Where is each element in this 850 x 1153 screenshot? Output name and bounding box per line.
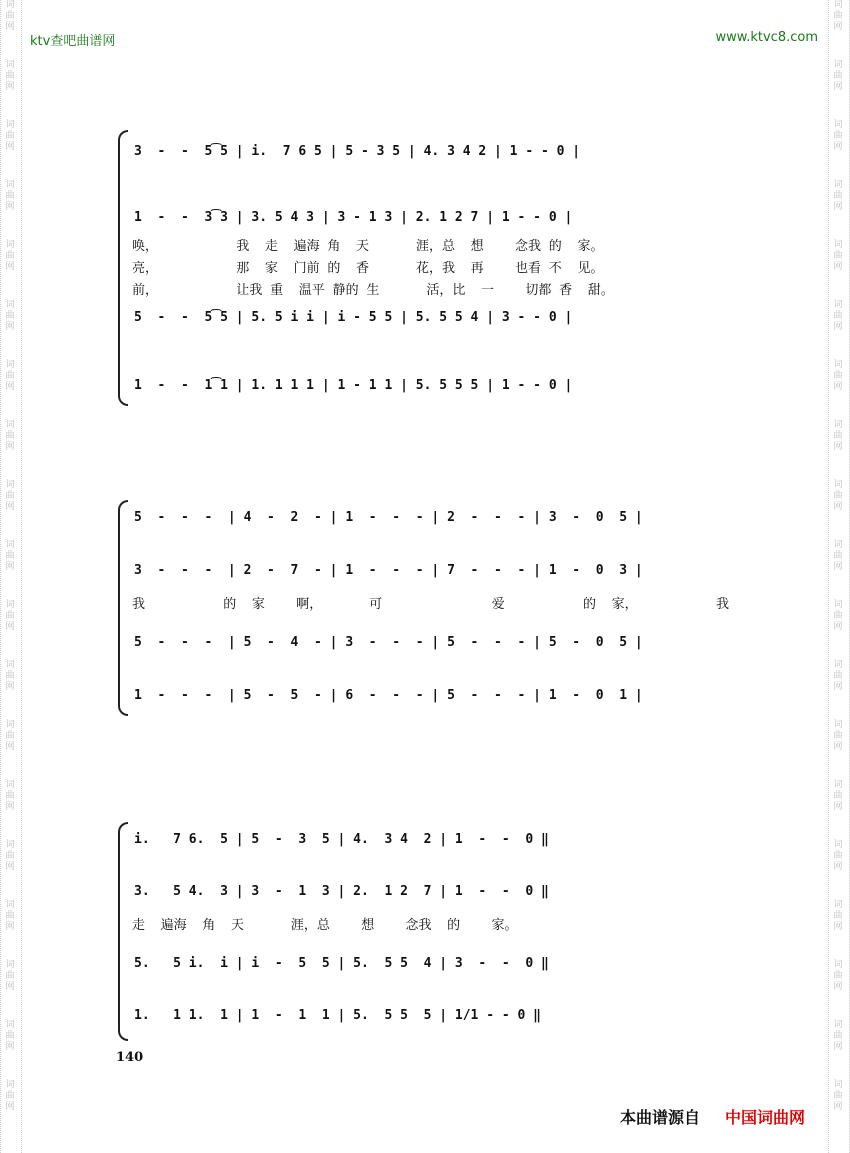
system-brace xyxy=(118,822,128,1041)
watermark-glyph: 网 xyxy=(833,22,843,32)
watermark-glyph: 词 xyxy=(833,1080,843,1090)
watermark-glyph: 网 xyxy=(5,862,15,872)
score-system-2 xyxy=(118,500,750,715)
site-brand[interactable]: ktv查吧曲谱网 xyxy=(30,34,116,49)
watermark-glyph: 曲 xyxy=(833,911,843,921)
watermark-glyph: 词 xyxy=(5,1080,15,1090)
watermark-glyph: 曲 xyxy=(5,791,15,801)
watermark-glyph: 网 xyxy=(833,382,843,392)
watermark-glyph: 词 xyxy=(5,300,15,310)
system-brace xyxy=(118,130,128,406)
watermark-glyph: 曲 xyxy=(5,491,15,501)
watermark-glyph: 网 xyxy=(5,742,15,752)
watermark-glyph: 词 xyxy=(833,420,843,430)
watermark-glyph: 词 xyxy=(833,480,843,490)
watermark-glyph: 词 xyxy=(5,840,15,850)
watermark-glyph: 曲 xyxy=(5,71,15,81)
watermark-glyph: 网 xyxy=(5,922,15,932)
watermark-glyph: 网 xyxy=(833,622,843,632)
staff-line: i. 7 6. 5 | 5 - 3 5 | 4. 3 4 2 | 1 - - 0 ‖ xyxy=(134,832,549,847)
watermark-glyph: 词 xyxy=(5,900,15,910)
watermark-glyph: 词 xyxy=(5,720,15,730)
watermark-glyph: 网 xyxy=(833,742,843,752)
watermark-glyph: 曲 xyxy=(5,371,15,381)
staff-line: 1 - - 3͡3 | 3. 5 4 3 | 3 - 1 3 | 2. 1 2 7 | 1 - - 0 | xyxy=(134,210,573,225)
watermark-glyph: 词 xyxy=(5,780,15,790)
watermark-glyph: 词 xyxy=(833,360,843,370)
staff-line: 3 - - 5͡5 | i. 7 6 5 | 5 - 3 5 | 4. 3 4 2 | 1 - - 0 | xyxy=(134,144,581,159)
watermark-glyph: 网 xyxy=(833,502,843,512)
watermark-glyph: 词 xyxy=(833,780,843,790)
watermark-glyph: 曲 xyxy=(5,851,15,861)
watermark-glyph: 词 xyxy=(833,60,843,70)
staff-line: 1. 1 1. 1 | 1 - 1 1 | 5. 5 5 5 | 1/1 - - 0 ‖ xyxy=(134,1008,541,1023)
watermark-glyph: 网 xyxy=(5,1102,15,1112)
watermark-glyph: 网 xyxy=(833,862,843,872)
watermark-glyph: 曲 xyxy=(833,431,843,441)
right-margin-watermark xyxy=(828,0,850,1153)
watermark-glyph: 词 xyxy=(833,720,843,730)
watermark-glyph: 网 xyxy=(5,262,15,272)
watermark-glyph: 曲 xyxy=(5,671,15,681)
site-url[interactable]: www.ktvc8.com xyxy=(715,30,818,45)
watermark-glyph: 词 xyxy=(5,0,15,10)
staff-line: 3 - - - | 2 - 7 - | 1 - - - | 7 - - - | 1 - 0 3 | xyxy=(134,563,643,578)
watermark-glyph: 网 xyxy=(833,802,843,812)
watermark-glyph: 词 xyxy=(5,60,15,70)
watermark-glyph: 词 xyxy=(833,120,843,130)
watermark-glyph: 曲 xyxy=(5,131,15,141)
watermark-glyph: 网 xyxy=(5,982,15,992)
watermark-glyph: 网 xyxy=(5,382,15,392)
watermark-glyph: 词 xyxy=(833,600,843,610)
watermark-glyph: 曲 xyxy=(833,71,843,81)
watermark-glyph: 词 xyxy=(833,960,843,970)
watermark-glyph: 词 xyxy=(5,240,15,250)
watermark-glyph: 网 xyxy=(833,82,843,92)
watermark-glyph: 曲 xyxy=(833,11,843,21)
watermark-glyph: 网 xyxy=(833,1042,843,1052)
watermark-glyph: 词 xyxy=(833,180,843,190)
watermark-glyph: 曲 xyxy=(5,731,15,741)
watermark-glyph: 曲 xyxy=(5,971,15,981)
watermark-glyph: 词 xyxy=(833,0,843,10)
watermark-glyph: 网 xyxy=(833,202,843,212)
watermark-glyph: 词 xyxy=(5,180,15,190)
watermark-glyph: 词 xyxy=(5,360,15,370)
watermark-glyph: 词 xyxy=(5,420,15,430)
watermark-glyph: 曲 xyxy=(5,11,15,21)
watermark-glyph: 网 xyxy=(833,142,843,152)
watermark-glyph: 词 xyxy=(5,660,15,670)
watermark-glyph: 网 xyxy=(833,982,843,992)
watermark-glyph: 曲 xyxy=(5,431,15,441)
watermark-glyph: 词 xyxy=(5,120,15,130)
watermark-glyph: 词 xyxy=(5,1020,15,1030)
watermark-glyph: 词 xyxy=(5,540,15,550)
watermark-glyph: 词 xyxy=(833,540,843,550)
watermark-glyph: 曲 xyxy=(833,371,843,381)
watermark-glyph: 曲 xyxy=(5,611,15,621)
staff-line: 5 - - 5͡5 | 5. 5 i i | i - 5 5 | 5. 5 5 4 | 3 - - 0 | xyxy=(134,310,573,325)
watermark-glyph: 网 xyxy=(5,142,15,152)
watermark-glyph: 曲 xyxy=(5,1031,15,1041)
score-system-3 xyxy=(118,822,750,1040)
watermark-glyph: 网 xyxy=(5,22,15,32)
lyric-line: 唤， 我 走 遍海 角 天 涯，总 想 念我 的 家。 xyxy=(132,239,604,254)
watermark-glyph: 网 xyxy=(5,562,15,572)
footer-source-label: 本曲谱源自 xyxy=(620,1108,701,1127)
footer-source-site[interactable]: 中国词曲网 xyxy=(725,1108,806,1127)
left-margin-watermark xyxy=(0,0,22,1153)
watermark-glyph: 词 xyxy=(833,240,843,250)
watermark-glyph: 网 xyxy=(833,1102,843,1112)
watermark-glyph: 曲 xyxy=(833,671,843,681)
watermark-glyph: 曲 xyxy=(833,191,843,201)
lyric-line: 亮， 那 家 门前 的 香 花，我 再 也看 不 见。 xyxy=(132,261,604,276)
watermark-glyph: 词 xyxy=(5,480,15,490)
watermark-glyph: 词 xyxy=(833,1020,843,1030)
watermark-glyph: 网 xyxy=(5,502,15,512)
watermark-glyph: 词 xyxy=(5,960,15,970)
watermark-glyph: 词 xyxy=(833,660,843,670)
watermark-glyph: 曲 xyxy=(833,791,843,801)
watermark-glyph: 网 xyxy=(5,82,15,92)
watermark-glyph: 网 xyxy=(833,682,843,692)
watermark-glyph: 网 xyxy=(833,562,843,572)
lyric-line: 前， 让我 重 温平 静的 生 活，比 一 切都 香 甜。 xyxy=(132,283,614,298)
watermark-glyph: 网 xyxy=(5,322,15,332)
lyric-line: 我 的 家 啊， 可 爱 的 家， 我 xyxy=(132,597,729,612)
watermark-glyph: 曲 xyxy=(833,251,843,261)
watermark-glyph: 网 xyxy=(833,442,843,452)
watermark-glyph: 曲 xyxy=(5,551,15,561)
watermark-glyph: 网 xyxy=(5,802,15,812)
lyric-line: 走 遍海 角 天 涯，总 想 念我 的 家。 xyxy=(132,918,518,933)
watermark-glyph: 网 xyxy=(5,202,15,212)
watermark-glyph: 曲 xyxy=(5,251,15,261)
watermark-glyph: 曲 xyxy=(833,551,843,561)
watermark-glyph: 网 xyxy=(5,682,15,692)
watermark-glyph: 网 xyxy=(833,322,843,332)
staff-line: 3. 5 4. 3 | 3 - 1 3 | 2. 1 2 7 | 1 - - 0 ‖ xyxy=(134,884,549,899)
watermark-glyph: 曲 xyxy=(833,1031,843,1041)
score-system-1 xyxy=(118,130,750,405)
watermark-glyph: 曲 xyxy=(833,491,843,501)
watermark-glyph: 词 xyxy=(833,300,843,310)
watermark-glyph: 曲 xyxy=(5,311,15,321)
watermark-glyph: 曲 xyxy=(833,731,843,741)
watermark-glyph: 曲 xyxy=(833,311,843,321)
staff-line: 5 - - - | 4 - 2 - | 1 - - - | 2 - - - | 3 - 0 5 | xyxy=(134,510,643,525)
watermark-glyph: 曲 xyxy=(833,1091,843,1101)
watermark-glyph: 词 xyxy=(833,900,843,910)
watermark-glyph: 词 xyxy=(5,600,15,610)
page-number: 140 xyxy=(116,1050,144,1065)
staff-line: 5 - - - | 5 - 4 - | 3 - - - | 5 - - - | 5 - 0 5 | xyxy=(134,635,643,650)
system-brace xyxy=(118,500,128,716)
watermark-glyph: 曲 xyxy=(5,1091,15,1101)
watermark-glyph: 网 xyxy=(833,262,843,272)
watermark-glyph: 词 xyxy=(833,840,843,850)
watermark-glyph: 曲 xyxy=(833,851,843,861)
watermark-glyph: 曲 xyxy=(5,911,15,921)
watermark-glyph: 网 xyxy=(5,442,15,452)
watermark-glyph: 网 xyxy=(5,1042,15,1052)
staff-line: 5. 5 i. i | i - 5 5 | 5. 5 5 4 | 3 - - 0 ‖ xyxy=(134,956,549,971)
staff-line: 1 - - - | 5 - 5 - | 6 - - - | 5 - - - | 1 - 0 1 | xyxy=(134,688,643,703)
watermark-glyph: 曲 xyxy=(833,971,843,981)
watermark-glyph: 曲 xyxy=(5,191,15,201)
watermark-glyph: 网 xyxy=(5,622,15,632)
watermark-glyph: 网 xyxy=(833,922,843,932)
watermark-glyph: 曲 xyxy=(833,611,843,621)
staff-line: 1 - - 1͡1 | 1. 1 1 1 | 1 - 1 1 | 5. 5 5 5 | 1 - - 0 | xyxy=(134,378,573,393)
watermark-glyph: 曲 xyxy=(833,131,843,141)
